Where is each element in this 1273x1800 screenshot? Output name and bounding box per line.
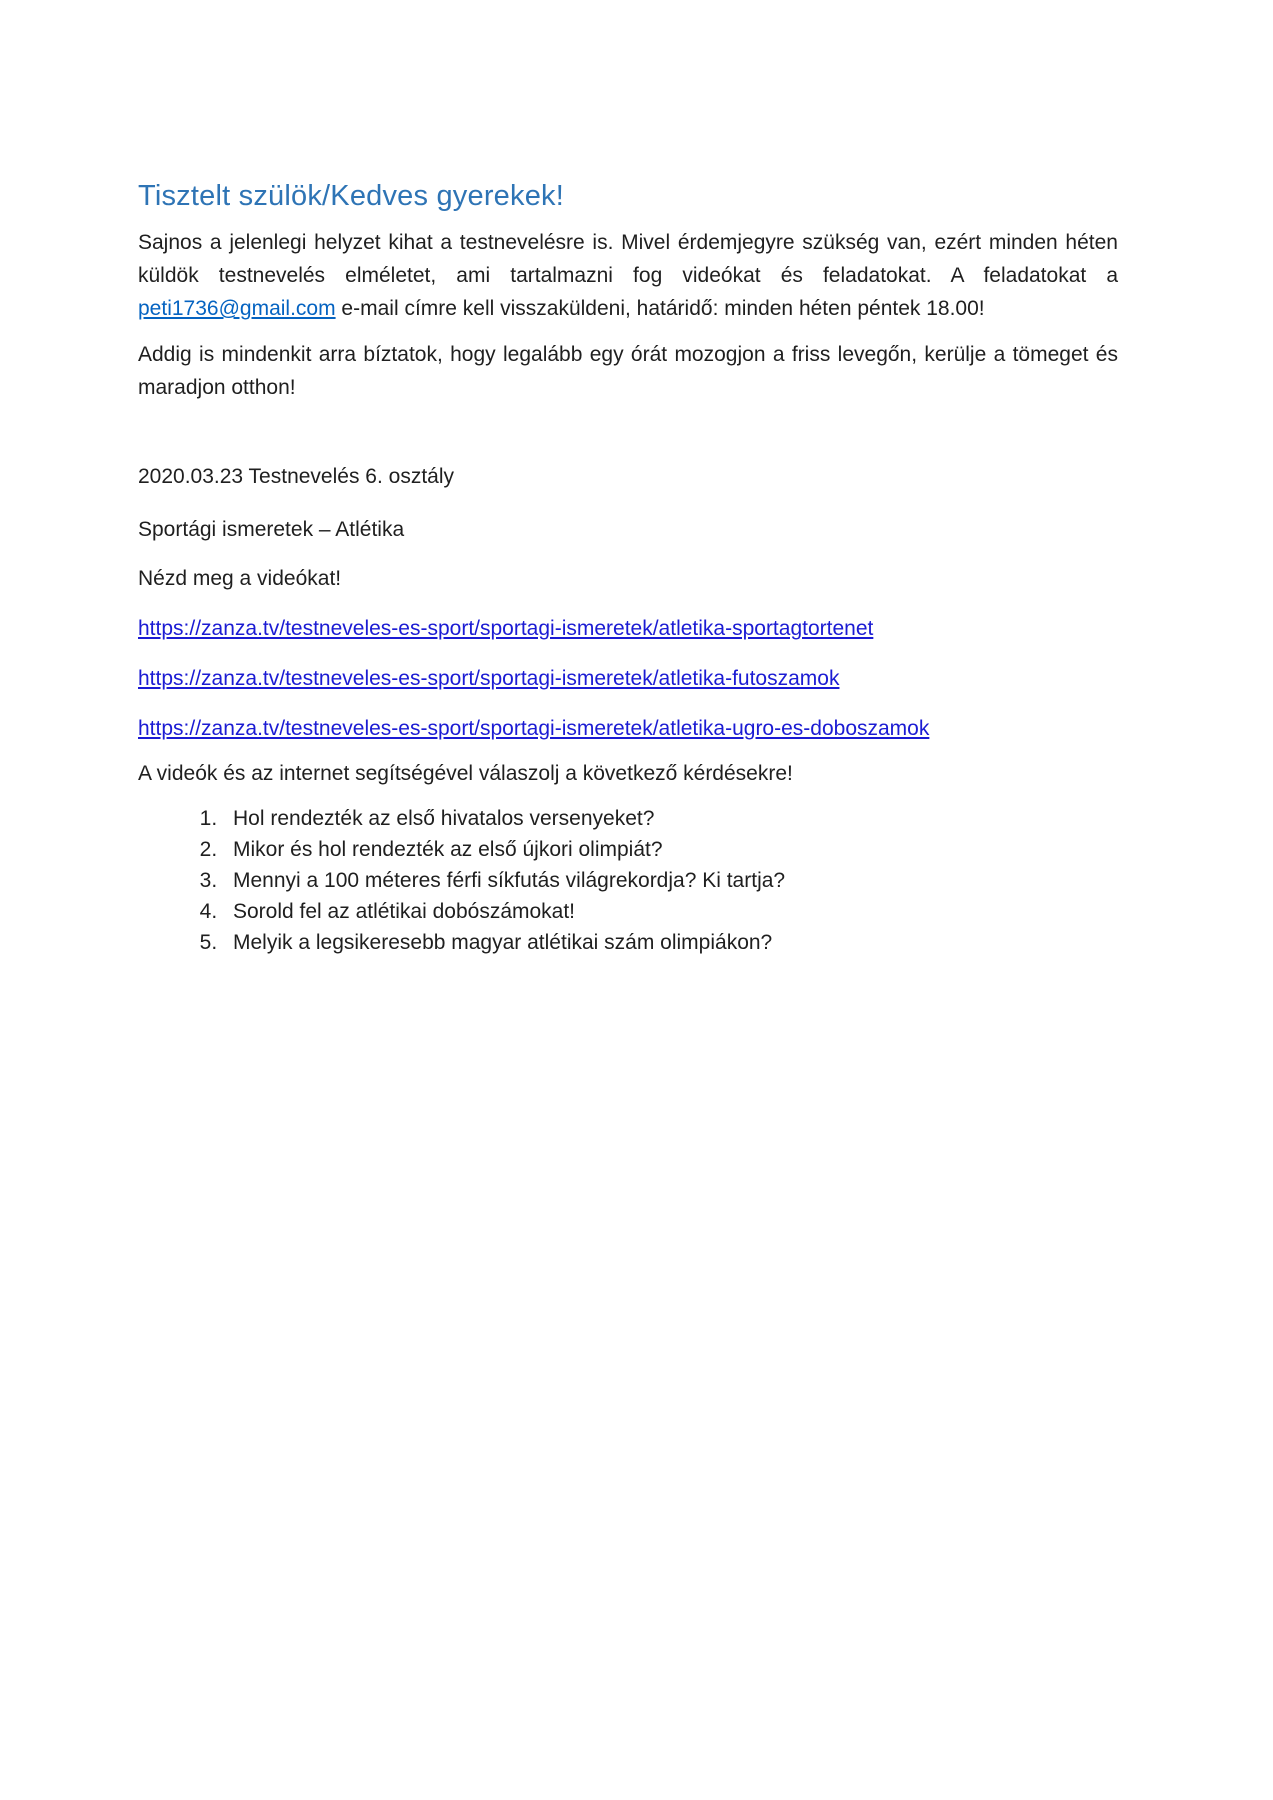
video-link-row (138, 612, 1118, 645)
encouragement-paragraph: Addig is mindenkit arra bíztatok, hogy legalább egy órát mozogjon a friss levegőn, kerülje a tömeget és maradjon otthon! (138, 343, 1118, 399)
question-item: 1. Hol rendezték az első hivatalos versenyeket? (223, 803, 1118, 834)
intro-paragraph (138, 226, 1118, 325)
page-title: Tisztelt szülök/Kedves gyerekek! (138, 180, 564, 212)
question-item: 4. Sorold fel az atlétikai dobószámokat! (223, 896, 1118, 927)
watch-videos-prompt: Nézd meg a videókat! (138, 567, 342, 590)
video-link-row (138, 662, 1118, 695)
question-item: 2. Mikor és hol rendezték az első újkori olimpiát? (223, 834, 1118, 865)
question-item: 3. Mennyi a 100 méteres férfi síkfutás világrekordja? Ki tartja? (223, 865, 1118, 896)
video-link-row (138, 712, 1118, 745)
questions-intro: A videók és az internet segítségével válaszolj a következő kérdésekre! (138, 762, 793, 785)
video-link-ugro-es-doboszamok[interactable]: https://zanza.tv/testneveles-es-sport/sportagi-ismeretek/atletika-ugro-es-doboszamok (138, 717, 930, 740)
email-link[interactable]: peti1736@gmail.com (138, 297, 336, 320)
intro-text-after-email: e-mail címre kell visszaküldeni, határidő: minden héten péntek 18.00! (335, 297, 985, 320)
video-link-sportagtortenet[interactable]: https://zanza.tv/testneveles-es-sport/sportagi-ismeretek/atletika-sportagtortenet (138, 617, 874, 640)
video-link-futoszamok[interactable]: https://zanza.tv/testneveles-es-sport/sportagi-ismeretek/atletika-futoszamok (138, 667, 840, 690)
lesson-date-line: 2020.03.23 Testnevelés 6. osztály (138, 465, 454, 488)
intro-text-before-email: Sajnos a jelenlegi helyzet kihat a testnevelésre is. Mivel érdemjegyre szükség van, ezért minden héten küldök testnevelés elméletet, ami tartalmazni fog videókat és feladatokat. A feladatokat a (138, 231, 1118, 287)
question-list (138, 803, 1118, 958)
question-item: 5. Melyik a legsikeresebb magyar atlétikai szám olimpiákon? (223, 927, 1118, 958)
topic-line: Sportági ismeretek – Atlétika (138, 518, 405, 541)
